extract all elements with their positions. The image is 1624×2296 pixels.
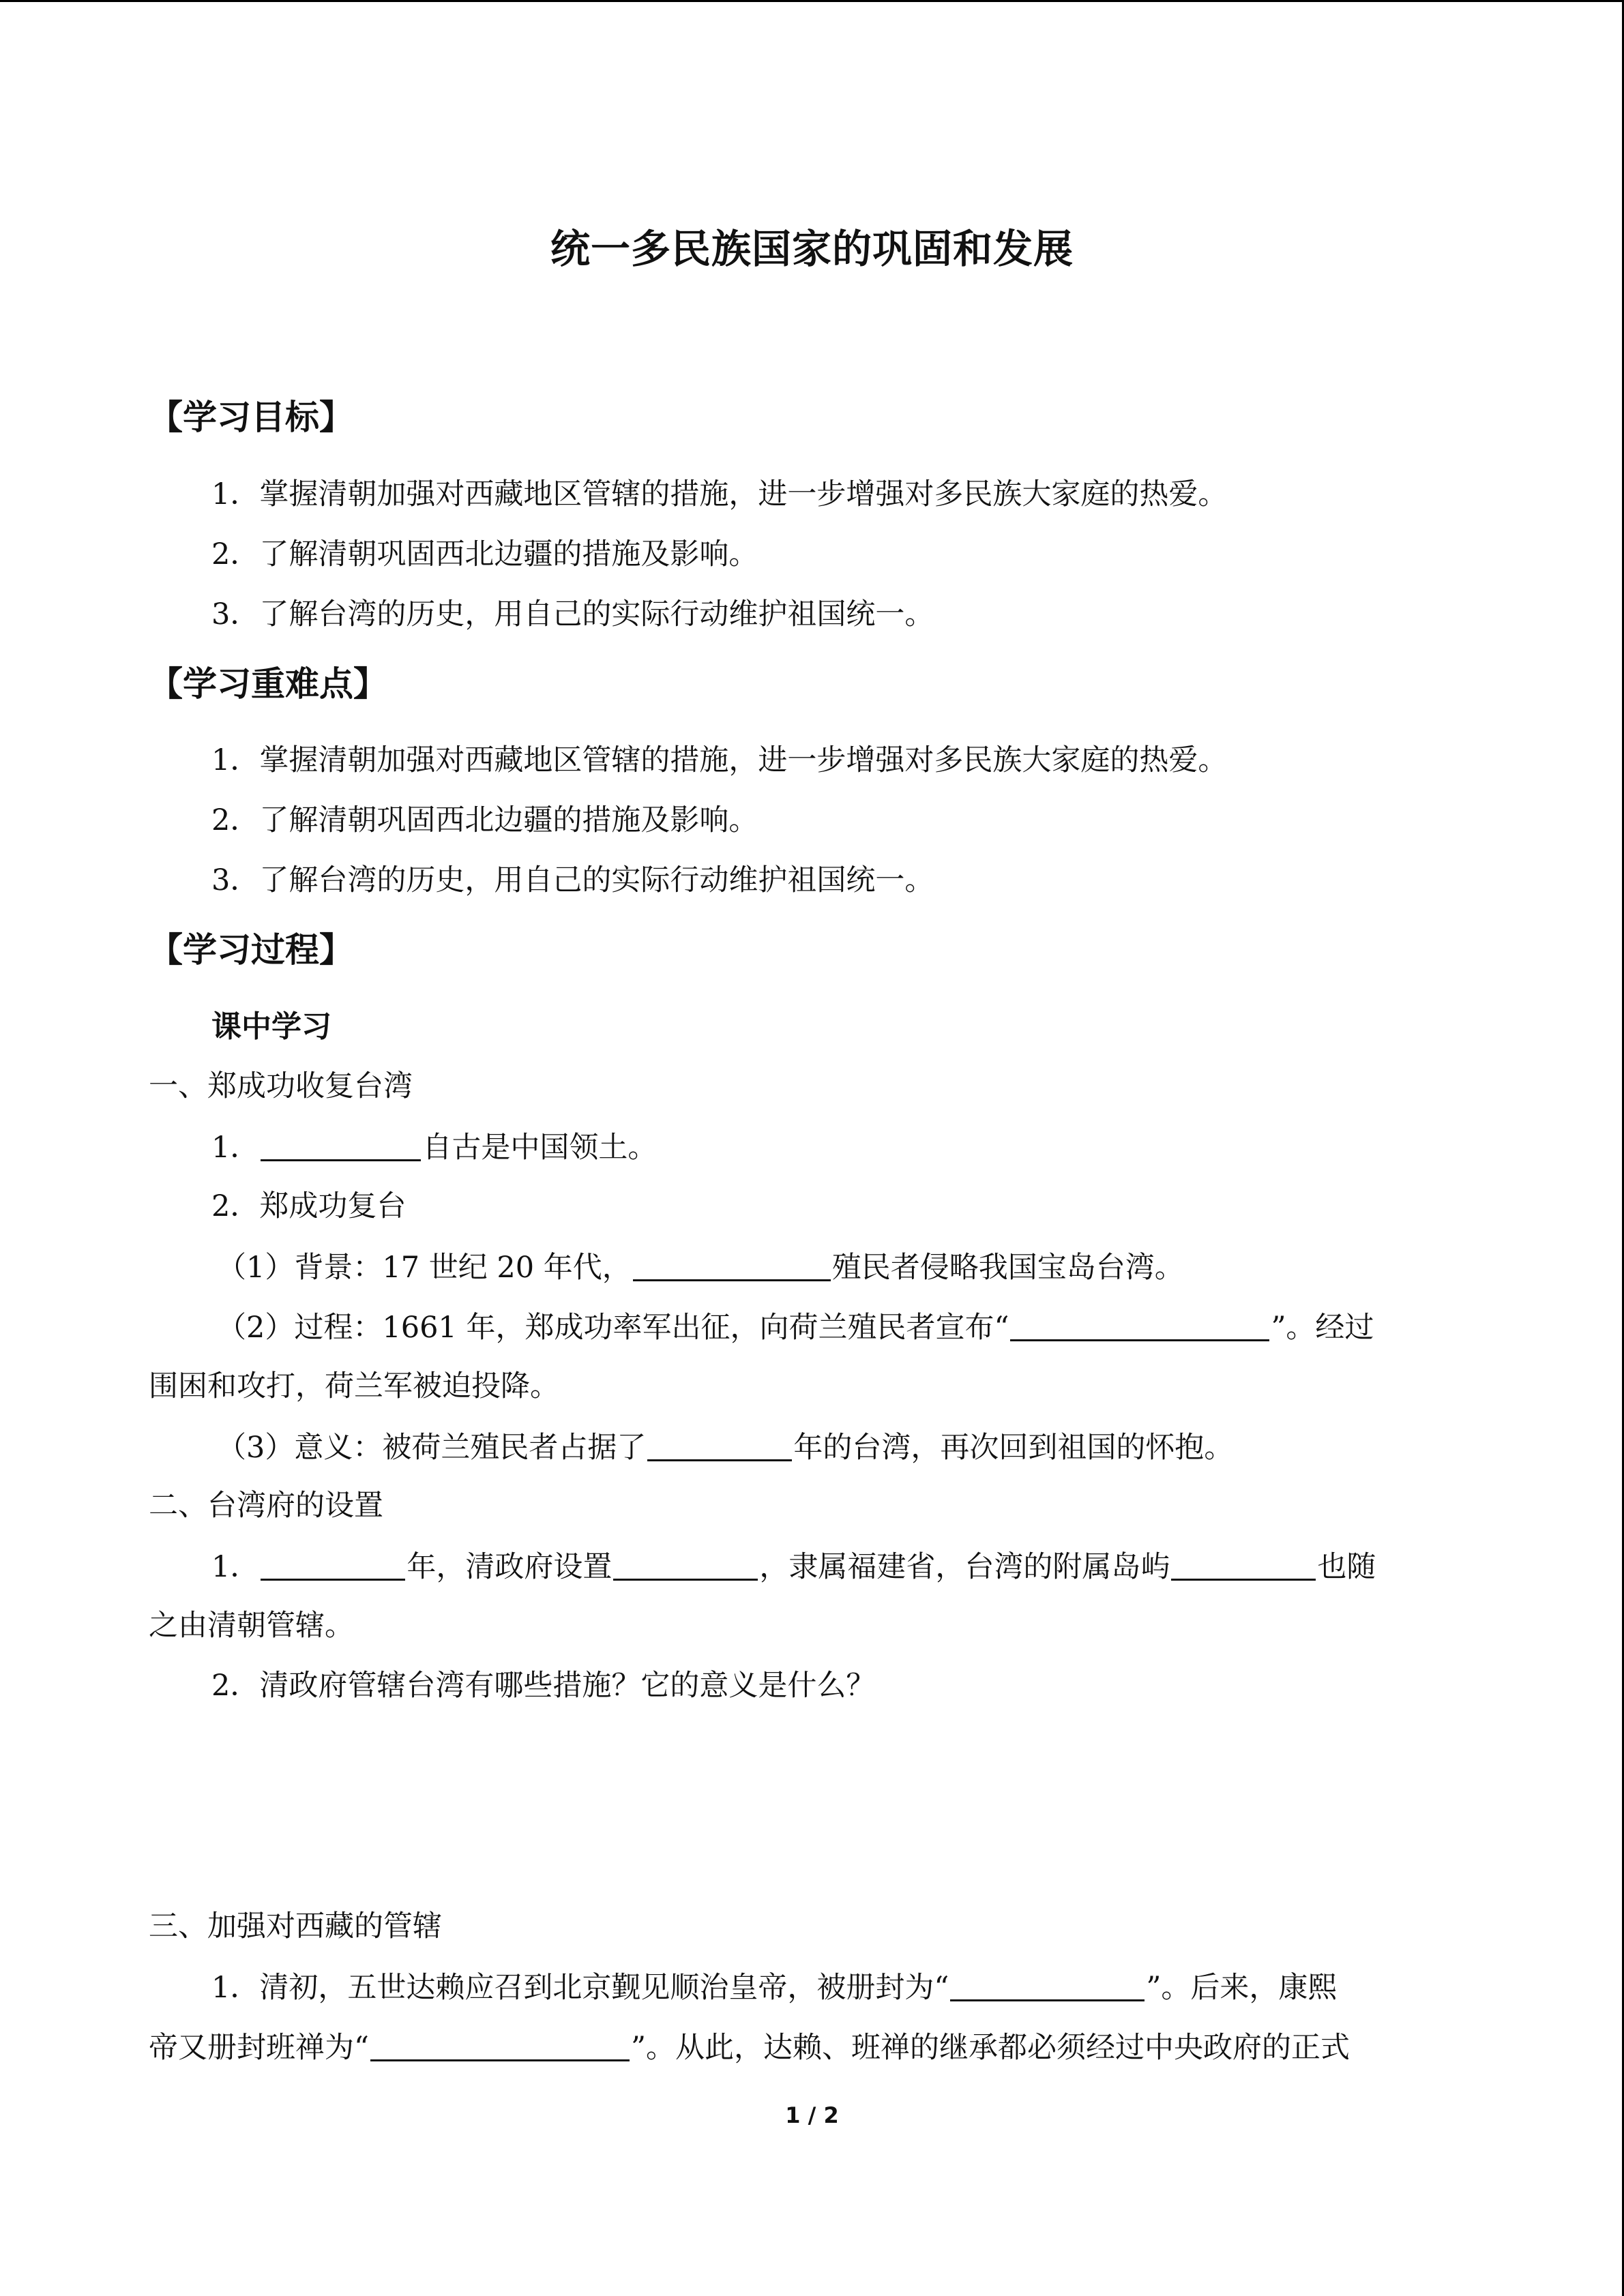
section-1-question-2: 2．郑成功复台 xyxy=(211,1189,407,1223)
goals-heading: 【学习目标】 xyxy=(149,398,353,437)
goal-item: 2．了解清朝巩固西北边疆的措施及影响。 xyxy=(211,537,758,571)
section-3-title: 三、加强对西藏的管辖 xyxy=(149,1909,442,1943)
process-line: （2）过程：1661 年，郑成功率军出征，向荷兰殖民者宣布“ ”。经过 xyxy=(217,1311,1374,1345)
goal-item: 1．掌握清朝加强对西藏地区管辖的措施，进一步增强对多民族大家庭的热爱。 xyxy=(211,477,1228,511)
fill-in-blank[interactable] xyxy=(261,1129,421,1161)
section-1-title: 一、郑成功收复台湾 xyxy=(149,1069,413,1103)
key-points-heading: 【学习重难点】 xyxy=(149,664,387,704)
background-line: （1）背景：17 世纪 20 年代， 殖民者侵略我国宝岛台湾。 xyxy=(217,1251,1184,1285)
fill-in-blank[interactable] xyxy=(647,1429,792,1461)
process-line-continued: 围困和攻打，荷兰军被迫投降。 xyxy=(149,1369,559,1403)
key-point-item: 3．了解台湾的历史，用自己的实际行动维护祖国统一。 xyxy=(211,863,934,897)
section-1-question-1: 1． 自古是中国领土。 xyxy=(211,1131,658,1165)
fill-in-blank[interactable] xyxy=(950,1969,1145,2001)
fill-in-blank[interactable] xyxy=(613,1549,758,1581)
fill-in-blank[interactable] xyxy=(370,2029,630,2061)
key-point-item: 1．掌握清朝加强对西藏地区管辖的措施，进一步增强对多民族大家庭的热爱。 xyxy=(211,743,1228,777)
fill-in-blank[interactable] xyxy=(261,1549,405,1581)
section-3-question-1-continued: 帝又册封班禅为“ ”。从此，达赖、班禅的继承都必须经过中央政府的正式 xyxy=(149,2031,1350,2065)
fill-in-blank[interactable] xyxy=(1010,1309,1269,1341)
process-subheading: 课中学习 xyxy=(211,1009,331,1044)
section-2-title: 二、台湾府的设置 xyxy=(149,1489,383,1523)
goal-item: 3．了解台湾的历史，用自己的实际行动维护祖国统一。 xyxy=(211,597,934,631)
section-3-question-1: 1．清初，五世达赖应召到北京觐见顺治皇帝，被册封为“ ”。后来，康熙 xyxy=(211,1971,1338,2005)
key-point-item: 2．了解清朝巩固西北边疆的措施及影响。 xyxy=(211,803,758,837)
page-number: 1 / 2 xyxy=(785,2102,839,2128)
section-2-question-1-continued: 之由清朝管辖。 xyxy=(149,1609,354,1643)
page-title: 统一多民族国家的巩固和发展 xyxy=(550,226,1074,272)
fill-in-blank[interactable] xyxy=(1171,1549,1316,1581)
process-heading: 【学习过程】 xyxy=(149,930,353,970)
section-2-question-1: 1． 年，清政府设置 ，隶属福建省，台湾的附属岛屿 也随 xyxy=(211,1550,1376,1584)
section-2-question-2: 2．清政府管辖台湾有哪些措施？它的意义是什么？ xyxy=(211,1669,876,1703)
significance-line: （3）意义：被荷兰殖民者占据了 年的台湾，再次回到祖国的怀抱。 xyxy=(217,1431,1234,1465)
page-border-top xyxy=(0,0,1624,2)
fill-in-blank[interactable] xyxy=(633,1249,831,1281)
